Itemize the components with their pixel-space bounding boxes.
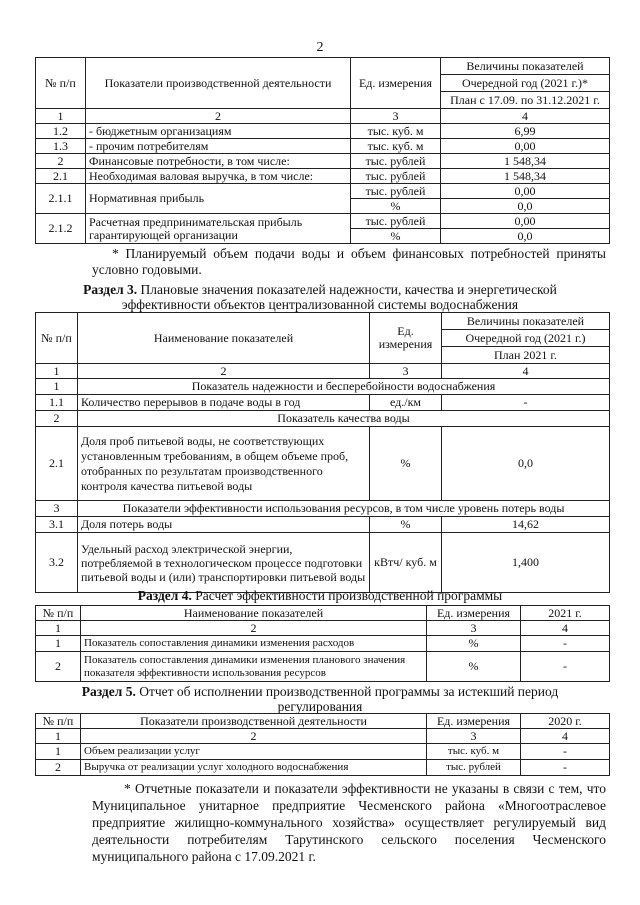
index-cell: 1 [36,729,81,744]
row-name: Доля проб питьевой воды, не соответствующих установленным требованиям, в общем объеме проб, отобранных по результатам производственного контроля качества питьевой воды [78,427,370,501]
index-cell: 1 [36,109,86,124]
section-4-title: Расчет эффективности производственной программы [191,588,503,603]
row-value: 14,62 [442,517,610,533]
row-num: 2.1.1 [36,184,86,214]
group-num: 1 [36,379,78,395]
index-cell: 3 [351,109,441,124]
row-name: - бюджетным организациям [86,124,351,139]
row-num: 2 [36,652,81,682]
row-name: Объем реализации услуг [81,744,427,760]
row-value: 0,00 [441,184,610,199]
row-value: 0,00 [441,139,610,154]
row-name: Необходимая валовая выручка, в том числе: [86,169,351,184]
index-cell: 3 [427,621,521,636]
section-5-title: Отчет об исполнении производственной программы за истекший период регулирования [135,684,559,714]
row-unit: тыс. рублей [351,184,441,199]
header-plan: План с 17.09. по 31.12.2021 г. [441,92,610,109]
row-num: 2.1 [36,169,86,184]
header-unit: Ед. измерения [427,714,521,729]
row-unit: тыс. куб. м [427,744,521,760]
index-cell: 3 [427,729,521,744]
row-name: Удельный расход электрической энергии, потребляемой в технологическом процессе подготовки питьевой воды и (или) транспортировки питьевой воды [78,533,370,593]
table-row [36,214,610,229]
group-num: 3 [36,501,78,517]
row-value: - [521,744,610,760]
row-unit: % [351,229,441,244]
row-num: 1.2 [36,124,86,139]
group-row [36,411,610,427]
index-cell: 2 [81,729,427,744]
header-name: Показатели производственной деятельности [86,58,351,109]
row-unit: % [370,517,442,533]
header-name: Наименование показателей [81,606,427,621]
section-3-title: Плановые значения показателей надежности, качества и энергетической эффективности объектов централизованной системы водоснабжения [121,282,557,312]
table-row [36,124,610,139]
header-values: Величины показателей [441,58,610,75]
efficiency-table [35,605,610,682]
row-unit: % [351,199,441,214]
group-title: Показатель надежности и бесперебойности водоснабжения [78,379,610,395]
header-num: № п/п [36,606,81,621]
row-unit: тыс. рублей [351,154,441,169]
row-name: Доля потерь воды [78,517,370,533]
header-name: Наименование показателей [78,313,370,364]
table-row [36,533,610,593]
row-num: 1.1 [36,395,78,411]
row-name: Показатель сопоставления динамики изменения расходов [81,636,427,652]
row-name: Количество перерывов в подаче воды в год [78,395,370,411]
row-unit: % [427,652,521,682]
footnote-2: * Отчетные показатели и показатели эффективности не указаны в связи с тем, что Муниципальное унитарное предприятие Чесменского района «Многоотраслевое предприятие жилищно-коммунального хозяйства» осуществляет регулируемый вид деятельности потребителям Тарутинского сельского поселения Чесменского муниципального района с 17.09.2021 г. [92,781,606,864]
index-cell: 2 [86,109,351,124]
table-row [36,517,610,533]
group-num: 2 [36,411,78,427]
page-number: 2 [316,40,324,55]
table-row [36,760,610,776]
production-indicators-table [35,57,610,244]
header-num: № п/п [36,58,86,109]
index-cell: 4 [521,729,610,744]
index-cell: 2 [78,364,370,379]
table-row [36,427,610,501]
header-plan: План 2021 г. [442,347,610,364]
row-value: 1 548,34 [441,154,610,169]
table-row [36,169,610,184]
section-3-number: Раздел 3. [83,282,138,297]
row-value: - [521,652,610,682]
table-row [36,184,610,199]
row-unit: % [427,636,521,652]
group-title: Показатели эффективности использования ресурсов, в том числе уровень потерь воды [78,501,610,517]
row-num: 3.1 [36,517,78,533]
header-name: Показатели производственной деятельности [81,714,427,729]
header-num: № п/п [36,313,78,364]
row-num: 2 [36,760,81,776]
group-row [36,379,610,395]
row-num: 2.1 [36,427,78,501]
index-cell: 1 [36,364,78,379]
row-num: 2 [36,154,86,169]
group-title: Показатель качества воды [78,411,610,427]
row-name: Показатель сопоставления динамики изменения планового значения показателя эффективности использования ресурсов [81,652,427,682]
row-value: 1,400 [442,533,610,593]
row-name: Расчетная предпринимательская прибыль гарантирующей организации [86,214,351,244]
row-name: Выручка от реализации услуг холодного водоснабжения [81,760,427,776]
row-num: 1 [36,744,81,760]
section-5-number: Раздел 5. [81,684,136,699]
footnote-1: * Планируемый объем подачи воды и объем финансовых потребностей приняты условно годовыми. [92,246,606,277]
row-num: 2.1.2 [36,214,86,244]
section-4-number: Раздел 4. [137,588,192,603]
header-year: 2020 г. [521,714,610,729]
index-cell: 4 [521,621,610,636]
report-table [35,713,610,776]
row-unit: тыс. рублей [351,214,441,229]
table-row [36,744,610,760]
row-value: 0,0 [442,427,610,501]
row-value: 0,00 [441,214,610,229]
row-value: 1 548,34 [441,169,610,184]
row-unit: тыс. куб. м [351,139,441,154]
table-row [36,395,610,411]
header-unit: Ед. измерения [351,58,441,109]
row-num: 3.2 [36,533,78,593]
row-unit: тыс. рублей [351,169,441,184]
row-num: 1 [36,636,81,652]
row-value: - [521,760,610,776]
section-3-heading [0,282,640,312]
row-name: Финансовые потребности, в том числе: [86,154,351,169]
header-unit: Ед. измерения [427,606,521,621]
row-value: 0,0 [441,199,610,214]
header-year: Очередной год (2021 г.) [442,330,610,347]
row-unit: % [370,427,442,501]
row-value: 0,0 [441,229,610,244]
header-unit: Ед. измерения [370,313,442,364]
table-row [36,652,610,682]
index-cell: 4 [441,109,610,124]
row-value: - [521,636,610,652]
header-num: № п/п [36,714,81,729]
section-4-heading [0,588,640,603]
table-row [36,139,610,154]
header-year: Очередной год (2021 г.)* [441,75,610,92]
table-row [36,636,610,652]
row-unit: тыс. рублей [427,760,521,776]
group-row [36,501,610,517]
row-unit: кВтч/ куб. м [370,533,442,593]
index-cell: 1 [36,621,81,636]
reliability-indicators-table [35,312,610,593]
section-5-heading [0,684,640,714]
row-num: 1.3 [36,139,86,154]
row-name: Нормативная прибыль [86,184,351,214]
row-value: 6,99 [441,124,610,139]
header-values: Величины показателей [442,313,610,330]
table-row [36,154,610,169]
header-year: 2021 г. [521,606,610,621]
index-cell: 4 [442,364,610,379]
row-unit: тыс. куб. м [351,124,441,139]
row-name: - прочим потребителям [86,139,351,154]
row-value: - [442,395,610,411]
row-unit: ед./км [370,395,442,411]
index-cell: 2 [81,621,427,636]
index-cell: 3 [370,364,442,379]
